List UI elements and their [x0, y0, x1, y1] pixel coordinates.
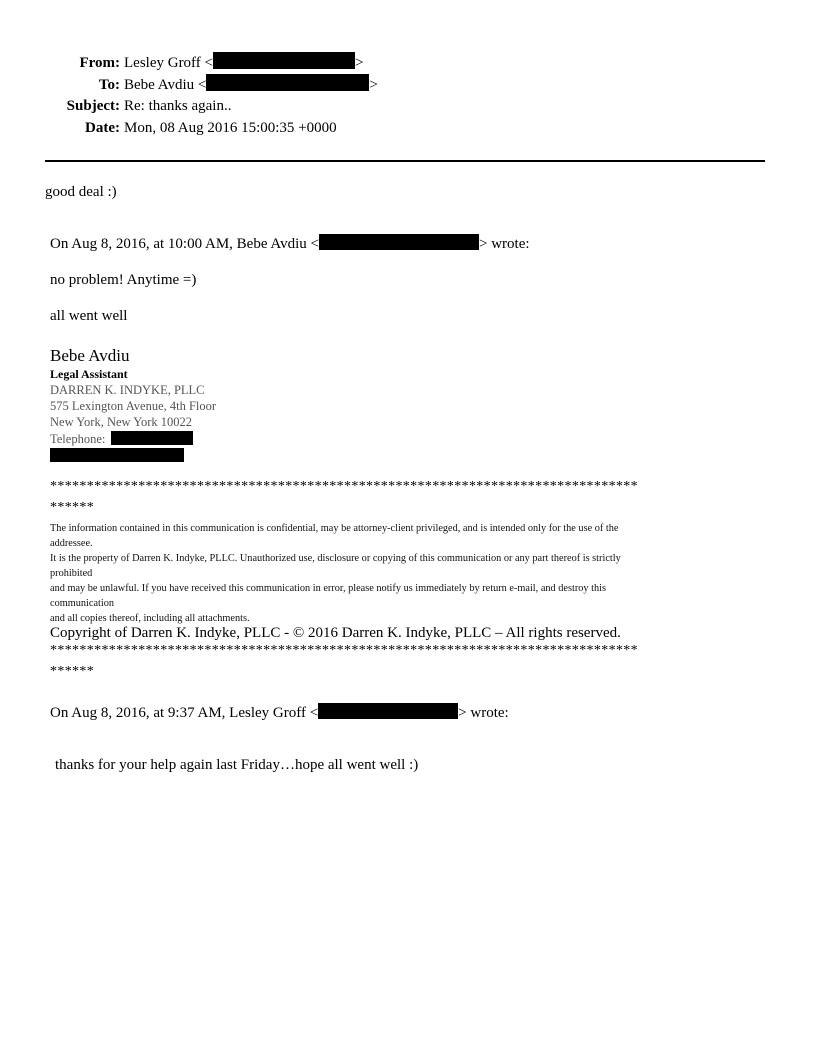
- disclaimer-line: and may be unlawful. If you have received this communication in error, please notify us immediately by return e-mail, and destroy this: [50, 583, 607, 594]
- redaction-box: [206, 74, 369, 91]
- redaction-box: [50, 448, 184, 462]
- original-message: thanks for your help again last Friday…hope all went well :): [55, 757, 419, 773]
- header-to: To: Bebe Avdiu < >: [0, 74, 378, 95]
- subject-text: Re: thanks again..: [124, 98, 232, 114]
- signature-firm: DARREN K. INDYKE, PLLC: [50, 383, 205, 397]
- disclaimer-line: and all copies thereof, including all attachments.: [50, 613, 250, 624]
- telephone-label: Telephone:: [50, 432, 106, 446]
- header-date: [0, 118, 337, 138]
- redaction-box: [319, 234, 479, 250]
- quote-header-1: [50, 234, 530, 254]
- header-from: From: Lesley Groff < >: [0, 52, 363, 73]
- redaction-box: [213, 52, 355, 69]
- date-text: Mon, 08 Aug 2016 15:00:35 +0000: [124, 120, 337, 136]
- quote-line-1: no problem! Anytime =): [50, 272, 197, 288]
- signature-address1: 575 Lexington Avenue, 4th Floor: [50, 399, 217, 413]
- signature-telephone: [50, 431, 193, 447]
- quote-header-2: [50, 703, 509, 723]
- redaction-box: [111, 431, 193, 445]
- signature-name: Bebe Avdiu: [50, 346, 130, 365]
- signature-address2: New York, New York 10022: [50, 415, 193, 429]
- date-label: Date:: [85, 120, 120, 136]
- to-label: To:: [98, 77, 120, 93]
- stars-divider-tail: ******: [50, 664, 95, 679]
- signature-title: Legal Assistant: [50, 367, 128, 381]
- reply-text: good deal :): [45, 184, 117, 200]
- from-label: From:: [79, 55, 120, 71]
- redaction-box: [318, 703, 458, 719]
- quote1-prefix: On Aug 8, 2016, at 10:00 AM, Bebe Avdiu <: [50, 236, 320, 252]
- disclaimer-line: prohibited: [50, 568, 93, 579]
- quote2-suffix: > wrote:: [458, 705, 509, 721]
- stars-divider: ********************************************************************************: [50, 643, 638, 658]
- disclaimer-line: communication: [50, 598, 115, 609]
- from-name: Lesley Groff: [124, 55, 201, 71]
- header-divider: [45, 160, 765, 162]
- stars-divider: ********************************************************************************: [50, 479, 638, 494]
- quote-line-2: all went well: [50, 308, 128, 324]
- header-subject: [0, 96, 231, 116]
- stars-divider-tail: ******: [50, 500, 95, 515]
- quote2-prefix: On Aug 8, 2016, at 9:37 AM, Lesley Groff <: [50, 705, 319, 721]
- quote1-suffix: > wrote:: [479, 236, 530, 252]
- disclaimer-line: The information contained in this communication is confidential, may be attorney-client privileged, and is intended only for the use of the: [50, 523, 619, 534]
- subject-label: Subject:: [66, 98, 120, 114]
- disclaimer-line: addressee.: [50, 538, 93, 549]
- to-name: Bebe Avdiu: [124, 77, 195, 93]
- copyright-line: Copyright of Darren K. Indyke, PLLC - © 2016 Darren K. Indyke, PLLC – All rights reserved.: [50, 625, 621, 641]
- disclaimer-line: It is the property of Darren K. Indyke, PLLC. Unauthorized use, disclosure or copying of this communication or any part thereof is strictly: [50, 553, 621, 564]
